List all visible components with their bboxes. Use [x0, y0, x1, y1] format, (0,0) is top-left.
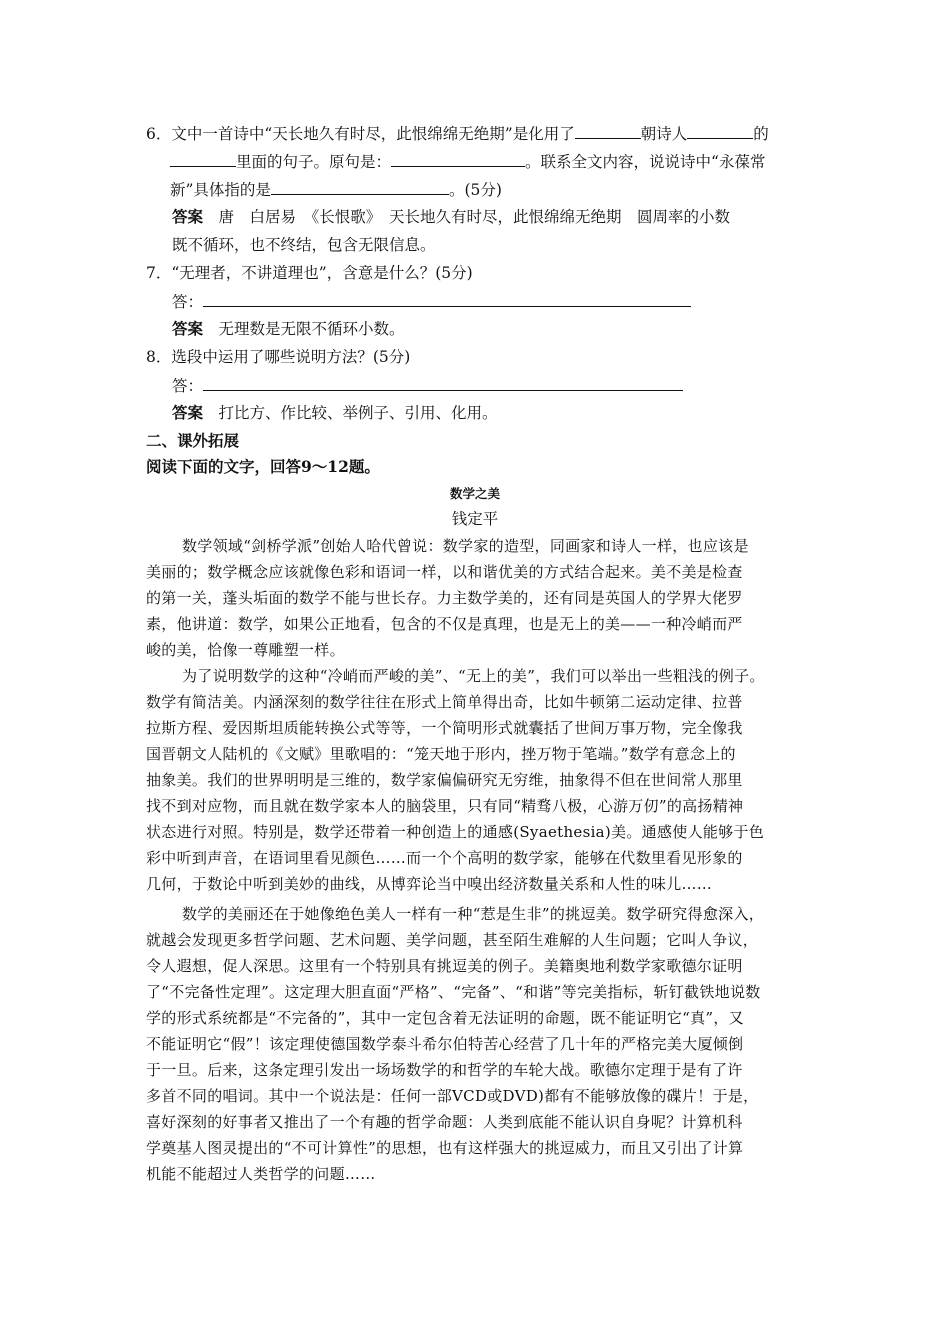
- answer-text: 唐 白居易 《长恨歌》 天长地久有时尽，此恨绵绵无绝期 圆周率的小数: [218, 208, 731, 226]
- article-line: 学奠基人图灵提出的“不可计算性”的思想，也有这样强大的挑逗威力，而且又引出了计算: [146, 1139, 744, 1157]
- article-line: 数学领域“剑桥学派”创始人哈代曾说：数学家的造型，同画家和诗人一样，也应该是: [182, 537, 749, 555]
- answer-text: 既不循环，也不终结，包含无限信息。: [172, 236, 436, 254]
- q6-text: 。(5分): [448, 181, 502, 199]
- article-line: 学的形式系统都是“不完备的”，其中一定包含着无法证明的命题，既不能证明它“真”，又: [146, 1009, 744, 1027]
- q7-question: 7．“无理者，不讲道理也”，含意是什么？(5分): [146, 264, 473, 282]
- q6-text: 新”具体指的是: [170, 181, 271, 199]
- answer-label: 答案: [172, 319, 204, 338]
- q6-line-2: [170, 151, 765, 172]
- article-line: 数学有简洁美。内涵深刻的数学往往在形式上简单得出奇，比如牛顿第二运动定律、拉普: [146, 693, 743, 711]
- article-line: 于一旦。后来，这条定理引发出一场场数学的和哲学的车轮大战。歌德尔定理于是有了许: [146, 1061, 743, 1079]
- answer-blank: [271, 179, 449, 195]
- q8-answer: [172, 403, 498, 423]
- article-line: 为了说明数学的这种“冷峭而严峻的美”、“无上的美”，我们可以举出一些粗浅的例子。: [182, 667, 765, 685]
- article-line: 状态进行对照。特别是，数学还带着一种创造上的通感(Syaethesia)美。通感使人能够于色: [146, 823, 765, 841]
- q6-line-3: [170, 179, 502, 200]
- q7-answer: [172, 319, 405, 339]
- q8-question: 8．选段中运用了哪些说明方法？(5分): [146, 348, 411, 366]
- answer-blank: [391, 151, 525, 167]
- article-line: 国晋朝文人陆机的《文赋》里歌唱的：“笼天地于形内，挫万物于笔端。”数学有意念上的: [146, 745, 736, 763]
- answer-text: 打比方、作比较、举例子、引用、化用。: [218, 404, 498, 422]
- q6-answer-line-2: [172, 235, 436, 255]
- q6-text: 的: [753, 125, 769, 143]
- q6-text: 。联系全文内容，说说诗中“永葆常: [525, 153, 766, 171]
- q6-text: 6．文中一首诗中“天长地久有时尽，此恨绵绵无绝期”是化用了: [146, 125, 575, 143]
- answer-blank: [170, 151, 236, 167]
- article-line: 不能证明它“假”！该定理使德国数学泰斗希尔伯特苦心经营了几十年的严格完美大厦倾倒: [146, 1035, 744, 1053]
- article-line: 几何，于数论中听到美妙的曲线，从博弈论当中嗅出经济数量关系和人性的味儿……: [146, 875, 713, 893]
- q7-answer-field: [172, 291, 691, 312]
- answer-prompt: 答：: [172, 377, 204, 395]
- section-heading: 二、课外拓展: [146, 431, 240, 450]
- article-line: 数学的美丽还在于她像绝色美人一样有一种“惹是生非”的挑逗美。数学研究得愈深入，: [182, 905, 765, 923]
- article-line: 多首不同的唱词。其中一个说法是：任何一部VCD或DVD)都有不能够放像的碟片！于是，: [146, 1087, 759, 1105]
- answer-label: 答案: [172, 207, 204, 226]
- answer-blank: [687, 123, 753, 139]
- section-instruction: 阅读下面的文字，回答9～12题。: [146, 457, 380, 476]
- article-line: 美丽的；数学概念应该就像色彩和语词一样，以和谐优美的方式结合起来。美不美是检查: [146, 563, 743, 581]
- article-line: 机能不能超过人类哲学的问题……: [146, 1165, 376, 1183]
- q8-answer-field: [172, 375, 683, 396]
- article-line: 找不到对应物，而且就在数学家本人的脑袋里，只有同“精骛八极，心游万仞”的高扬精神: [146, 797, 744, 815]
- article-title: 数学之美: [449, 486, 500, 501]
- article-line: 喜好深刻的好事者又推出了一个有趣的哲学命题：人类到底能不能认识自身呢？计算机科: [146, 1113, 743, 1131]
- answer-prompt: 答：: [172, 293, 204, 311]
- article-line: 了“不完备性定理”。这定理大胆直面“严格”、“完备”、“和谐”等完美指标，斩钉截铁地说数: [146, 983, 761, 1001]
- article-line: 令人遐想，促人深思。这里有一个特别具有挑逗美的例子。美籍奥地利数学家歌德尔证明: [146, 957, 743, 975]
- q6-text: 朝诗人: [640, 125, 688, 143]
- answer-blank: [575, 123, 641, 139]
- article-line: 的第一关，蓬头垢面的数学不能与世长存。力主数学美的，还有同是英国人的学界大佬罗: [146, 589, 743, 607]
- article-line: 抽象美。我们的世界明明是三维的，数学家偏偏研究无穷维，抽象得不但在世间常人那里: [146, 771, 743, 789]
- answer-label: 答案: [172, 403, 204, 422]
- answer-text: 无理数是无限不循环小数。: [218, 320, 405, 338]
- q6-answer-line-1: [172, 207, 730, 227]
- article-author: 钱定平: [451, 510, 499, 528]
- answer-blank: [203, 291, 691, 307]
- q6-line-1: [146, 123, 769, 144]
- article-line: 就越会发现更多哲学问题、艺术问题、美学问题，甚至陌生难解的人生问题；它叫人争议，: [146, 931, 759, 949]
- article-line: 峻的美，恰像一尊雕塑一样。: [146, 641, 345, 659]
- article-line: 彩中听到声音，在语词里看见颜色……而一个个高明的数学家，能够在代数里看见形象的: [146, 849, 743, 867]
- article-line: 素，他讲道：数学，如果公正地看，包含的不仅是真理，也是无上的美——一种冷峭而严: [146, 615, 743, 633]
- answer-blank: [203, 375, 683, 391]
- q6-text: 里面的句子。原句是：: [236, 153, 392, 171]
- article-line: 拉斯方程、爱因斯坦质能转换公式等等，一个简明形式就囊括了世间万事万物，完全像我: [146, 719, 743, 737]
